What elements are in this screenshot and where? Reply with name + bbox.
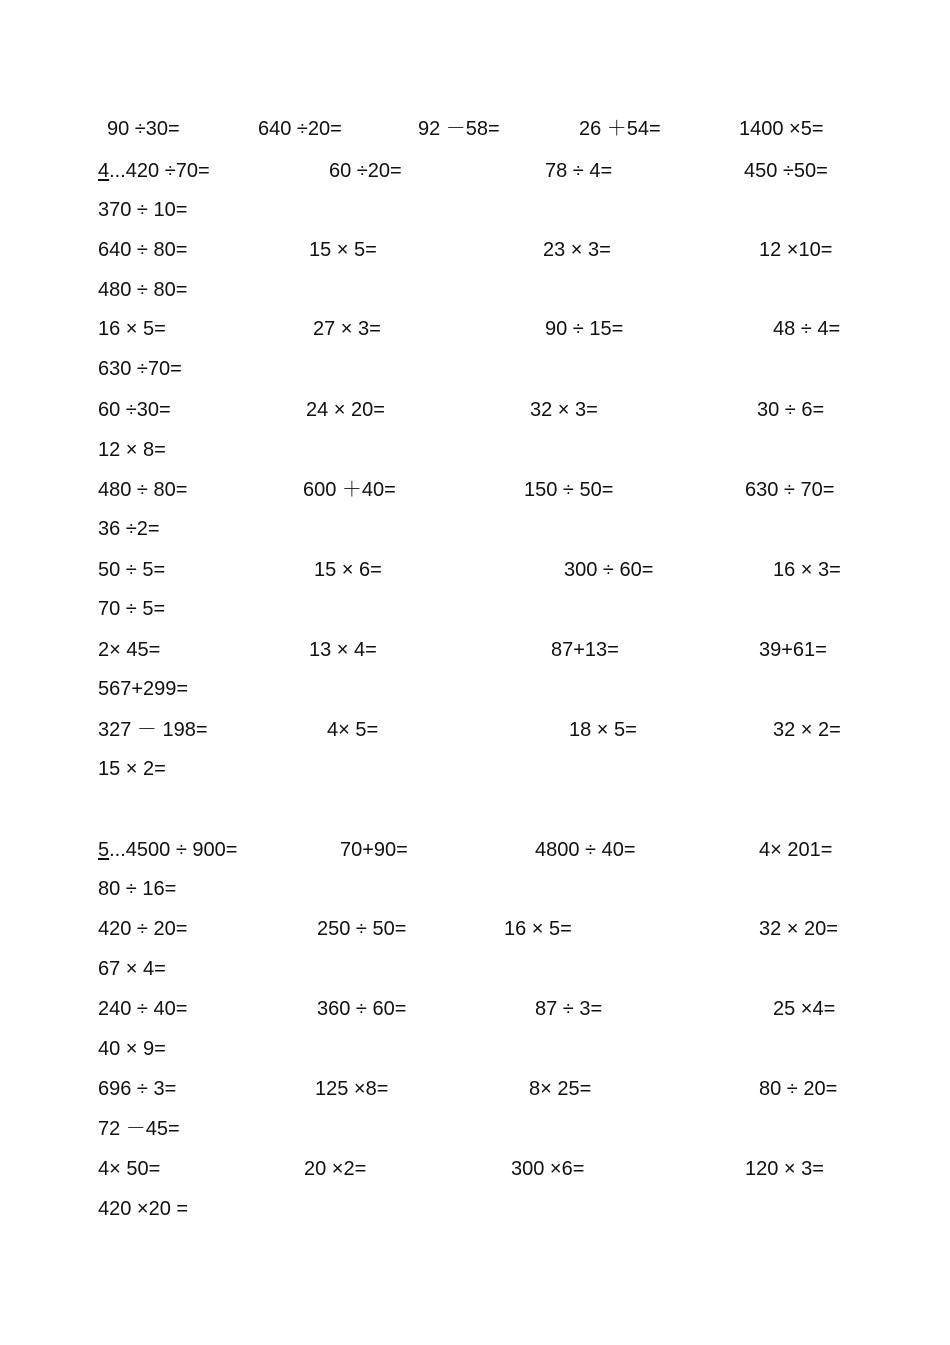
math-problem: 70 ÷ 5=: [98, 598, 166, 620]
math-problem: 300 ×6=: [511, 1158, 585, 1180]
math-problem: 15 × 2=: [98, 758, 166, 780]
math-problem: 40 × 9=: [98, 1038, 166, 1060]
math-problem: 2× 45=: [98, 639, 161, 661]
math-problem: 60 ÷20=: [329, 160, 402, 182]
math-problem: 125 ×8=: [315, 1078, 389, 1100]
math-problem: 567+299=: [98, 678, 189, 700]
math-problem: [98, 838, 237, 862]
math-problem: 16 × 5=: [504, 918, 572, 940]
math-problem: 32 × 2=: [773, 719, 841, 741]
math-problem: 327 － 198=: [98, 719, 208, 741]
math-problem: 12 ×10=: [759, 239, 833, 261]
math-problem: 420 ÷ 20=: [98, 918, 188, 940]
math-problem: 250 ÷ 50=: [317, 918, 407, 940]
math-problem: 80 ÷ 20=: [759, 1078, 838, 1100]
math-problem: 32 × 20=: [759, 918, 838, 940]
math-problem: 87+13=: [551, 639, 619, 661]
math-problem: 80 ÷ 16=: [98, 878, 177, 900]
math-problem: 70+90=: [340, 839, 408, 861]
math-problem: 24 × 20=: [306, 399, 385, 421]
math-problem: 18 × 5=: [569, 719, 637, 741]
math-problem: 360 ÷ 60=: [317, 998, 407, 1020]
math-problem: [98, 159, 210, 183]
math-problem: 450 ÷50=: [744, 160, 828, 182]
math-problem: 16 × 5=: [98, 318, 166, 340]
math-problem: 120 × 3=: [745, 1158, 824, 1180]
math-problem: 90 ÷30=: [107, 118, 180, 140]
math-problem: 23 × 3=: [543, 239, 611, 261]
math-problem: 4× 5=: [327, 719, 379, 741]
math-problem: 20 ×2=: [304, 1158, 367, 1180]
math-problem: 36 ÷2=: [98, 518, 160, 540]
math-problem: 87 ÷ 3=: [535, 998, 603, 1020]
math-problem: 13 × 4=: [309, 639, 377, 661]
math-problem: 630 ÷ 70=: [745, 479, 835, 501]
math-problem: 16 × 3=: [773, 559, 841, 581]
math-problem: 90 ÷ 15=: [545, 318, 624, 340]
math-problem: 15 × 5=: [309, 239, 377, 261]
math-problem: 32 × 3=: [530, 399, 598, 421]
math-problem: 39+61=: [759, 639, 827, 661]
math-problem: 240 ÷ 40=: [98, 998, 188, 1020]
math-problem: 12 × 8=: [98, 439, 166, 461]
math-problem: 370 ÷ 10=: [98, 199, 188, 221]
math-problem: 25 ×4=: [773, 998, 836, 1020]
math-problem: 8× 25=: [529, 1078, 592, 1100]
math-problem: 600 ＋40=: [303, 479, 396, 501]
math-problem: 150 ÷ 50=: [524, 479, 614, 501]
math-problem: 27 × 3=: [313, 318, 381, 340]
math-problem: 72 －45=: [98, 1118, 180, 1140]
math-problem: 60 ÷30=: [98, 399, 171, 421]
math-problem: 26 ＋54=: [579, 118, 661, 140]
math-problem: 480 ÷ 80=: [98, 279, 188, 301]
math-problem: 696 ÷ 3=: [98, 1078, 177, 1100]
math-problem: 67 × 4=: [98, 958, 166, 980]
section-number: 4: [98, 160, 110, 182]
math-problem: 300 ÷ 60=: [564, 559, 654, 581]
math-problem: 4800 ÷ 40=: [535, 839, 636, 861]
math-problem: 48 ÷ 4=: [773, 318, 841, 340]
section-number: 5: [98, 839, 110, 861]
problem-text: ...4500 ÷ 900=: [109, 839, 238, 861]
math-problem: 480 ÷ 80=: [98, 479, 188, 501]
math-problem: 78 ÷ 4=: [545, 160, 613, 182]
math-problem: 1400 ×5=: [739, 118, 824, 140]
math-problem: 420 ×20 =: [98, 1198, 189, 1220]
math-problem: 92 －58=: [418, 118, 500, 140]
math-problem: 30 ÷ 6=: [757, 399, 825, 421]
math-problem: 630 ÷70=: [98, 358, 182, 380]
math-problem: 640 ÷20=: [258, 118, 342, 140]
math-problem: 4× 201=: [759, 839, 833, 861]
problem-text: ...420 ÷70=: [109, 160, 210, 182]
math-problem: 4× 50=: [98, 1158, 161, 1180]
math-problem: 50 ÷ 5=: [98, 559, 166, 581]
math-problem: 15 × 6=: [314, 559, 382, 581]
math-problem: 640 ÷ 80=: [98, 239, 188, 261]
